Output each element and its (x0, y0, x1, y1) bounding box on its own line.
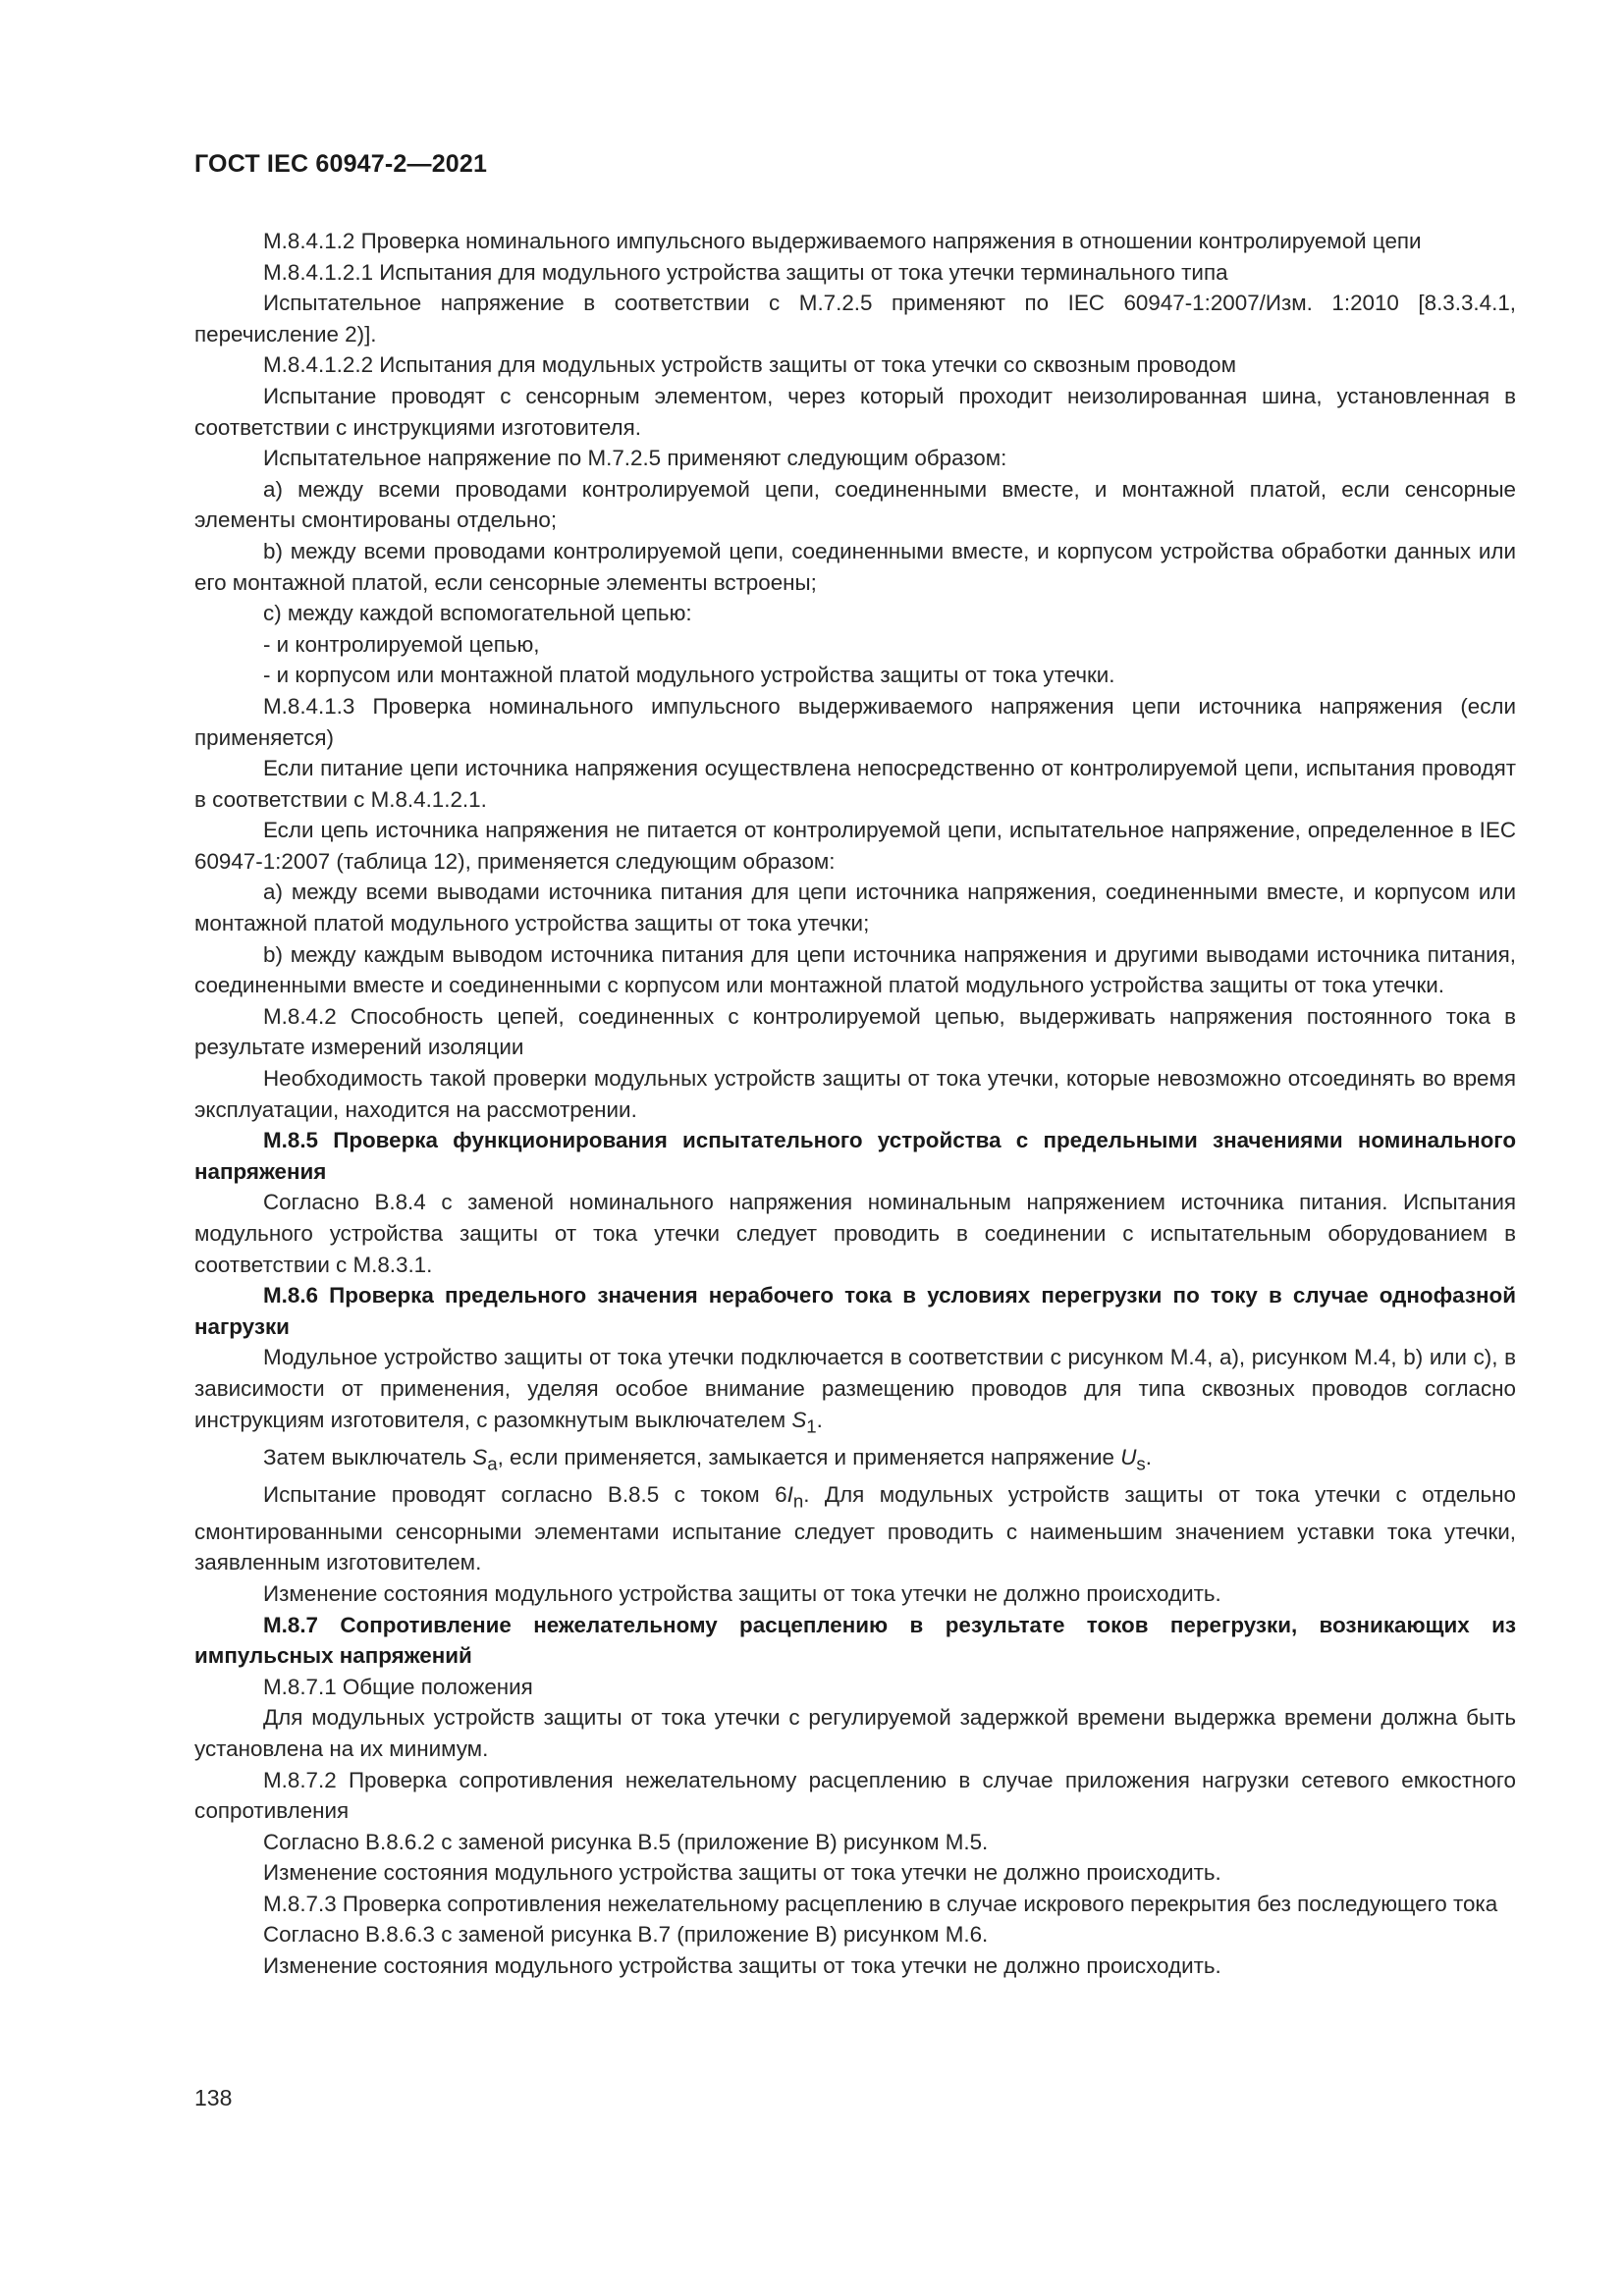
paragraph (194, 288, 1516, 349)
text-run: Изменение состояния модульного устройства защиты от тока утечки не должно происходить. (263, 1953, 1221, 1979)
text-run: . Для модульных устройств защиты от тока утечки с отдельно смонтированными сенсорными элементами испытание следует проводить с наименьшим значением уставки тока утечки, заявленным изготовителем. (194, 1481, 1516, 1575)
paragraph (194, 226, 1516, 257)
text-run: , если применяется, замыкается и применяется напряжение (497, 1444, 1121, 1469)
paragraph (194, 1672, 1516, 1703)
text-run: М.8.4.1.2.1 Испытания для модульного устройства защиты от тока утечки терминального типа (263, 259, 1228, 285)
paragraph (194, 598, 1516, 629)
paragraph (194, 1479, 1516, 1578)
text-run: - и корпусом или монтажной платой модульного устройства защиты от тока утечки. (263, 663, 1115, 688)
text-run: Затем выключатель (263, 1444, 473, 1469)
italic-symbol: I (786, 1481, 793, 1507)
text-run: Если питание цепи источника напряжения осуществлена непосредственно от контролируемой цепи, испытания проводят в соответствии с М.8.4.1.2.1. (194, 756, 1516, 812)
page-number: 138 (194, 2085, 233, 2110)
paragraph (194, 1702, 1516, 1764)
text-run: М.8.7.1 Общие положения (263, 1674, 533, 1699)
subscript: a (487, 1453, 498, 1474)
section-heading (194, 1280, 1516, 1342)
text-run: Испытание проводят согласно В.8.5 с током 6 (263, 1481, 787, 1507)
text-run: b) между каждым выводом источника питания для цепи источника напряжения и другими выводами источника питания, соединенными вместе и соединенными с корпусом или монтажной платой модульного устройства защиты от тока утечки. (194, 941, 1516, 998)
text-run: a) между всеми проводами контролируемой цепи, соединенными вместе, и монтажной платой, если сенсорные элементы смонтированы отдельно; (194, 476, 1516, 533)
section-heading (194, 1610, 1516, 1672)
italic-symbol: S (472, 1444, 488, 1469)
text-run: Испытательное напряжение в соответствии с М.7.2.5 применяют по IEC 60947-1:2007/Изм. 1:2010 [8.3.3.4.1, перечисление 2)]. (194, 291, 1516, 347)
text-run: М.8.4.1.3 Проверка номинального импульсного выдерживаемого напряжения цепи источника напряжения (если применяется) (194, 693, 1516, 750)
document-header: ГОСТ IEC 60947-2—2021 (194, 150, 488, 178)
paragraph (194, 815, 1516, 877)
text-run: М.8.4.1.2 Проверка номинального импульсного выдерживаемого напряжения в отношении контролируемой цепи (263, 229, 1422, 253)
text-run: Испытание проводят с сенсорным элементом, через который проходит неизолированная шина, установленная в соответствии с инструкциями изготовителя. (194, 383, 1516, 440)
paragraph (194, 1889, 1516, 1920)
text-run: c) между каждой вспомогательной цепью: (263, 601, 692, 626)
text-run: Согласно В.8.4 с заменой номинального напряжения номинальным напряжением источника питания. Испытания модульного устройства защиты от тока утечки следует проводить в соединении с испытательным оборудованием в соответствии с М.8.3.1. (194, 1190, 1516, 1277)
text-run: Согласно В.8.6.2 с заменой рисунка В.5 (приложение В) рисунком М.5. (263, 1829, 989, 1854)
paragraph (194, 753, 1516, 815)
text-run: М.8.7.3 Проверка сопротивления нежелательному расцеплению в случае искрового перекрытия без последующего тока (263, 1891, 1498, 1916)
paragraph (194, 1001, 1516, 1063)
paragraph (194, 1578, 1516, 1610)
paragraph (194, 1950, 1516, 1982)
paragraph (194, 1765, 1516, 1827)
text-run: Изменение состояния модульного устройства защиты от тока утечки не должно происходить. (263, 1860, 1221, 1886)
subscript: n (792, 1490, 804, 1512)
paragraph (194, 1063, 1516, 1125)
document-body (194, 226, 1516, 1982)
paragraph (194, 1342, 1516, 1441)
paragraph (194, 474, 1516, 536)
paragraph (194, 660, 1516, 691)
italic-symbol: S (791, 1407, 807, 1432)
italic-symbol: U (1120, 1444, 1137, 1469)
text-run: a) между всеми выводами источника питания для цепи источника напряжения, соединенными вместе, и корпусом или монтажной платой модульного устройства защиты от тока утечки; (194, 880, 1516, 936)
paragraph (194, 877, 1516, 938)
paragraph (194, 1187, 1516, 1280)
text-run: М.8.7.2 Проверка сопротивления нежелательному расцеплению в случае приложения нагрузки сетевого емкостного сопротивления (194, 1767, 1516, 1824)
text-run: - и контролируемой цепью, (263, 631, 540, 657)
paragraph (194, 536, 1516, 598)
subscript: 1 (806, 1415, 817, 1437)
subscript: s (1136, 1453, 1146, 1474)
text-run: М.8.4.1.2.2 Испытания для модульных устройств защиты от тока утечки со сквозным проводом (263, 352, 1237, 378)
text-run: М.8.7 Сопротивление нежелательному расцеплению в результате токов перегрузки, возникающих из импульсных напряжений (194, 1612, 1516, 1669)
paragraph (194, 1919, 1516, 1950)
paragraph (194, 629, 1516, 661)
paragraph (194, 1827, 1516, 1858)
text-run: Модульное устройство защиты от тока утечки подключается в соответствии с рисунком М.4, а), рисунком М.4, b) или c), в зависимости от применения, уделяя особое внимание размещению проводов для типа сквозных проводов согласно инструкциям изготовителя, с разомкнутым выключателем (194, 1345, 1516, 1432)
paragraph (194, 349, 1516, 381)
text-run: Согласно В.8.6.3 с заменой рисунка В.7 (приложение В) рисунком М.6. (263, 1922, 989, 1948)
text-run: Испытательное напряжение по М.7.2.5 применяют следующим образом: (263, 446, 1007, 471)
text-run: Если цепь источника напряжения не питается от контролируемой цепи, испытательное напряжение, определенное в IEC 60947-1:2007 (таблица 12), применяется следующим образом: (194, 818, 1516, 874)
paragraph (194, 1442, 1516, 1479)
paragraph (194, 381, 1516, 443)
paragraph (194, 443, 1516, 474)
paragraph (194, 257, 1516, 289)
paragraph (194, 1857, 1516, 1889)
text-run: Изменение состояния модульного устройства защиты от тока утечки не должно происходить. (263, 1580, 1221, 1606)
section-heading (194, 1125, 1516, 1187)
paragraph (194, 939, 1516, 1001)
text-run: Необходимость такой проверки модульных устройств защиты от тока утечки, которые невозможно отсоединять во время эксплуатации, находится на рассмотрении. (194, 1066, 1516, 1122)
text-run: . (816, 1407, 823, 1432)
text-run: b) между всеми проводами контролируемой цепи, соединенными вместе, и корпусом устройства обработки данных или его монтажной платой, если сенсорные элементы встроены; (194, 538, 1516, 595)
text-run: Для модульных устройств защиты от тока утечки с регулируемой задержкой времени выдержка времени должна быть установлена на их минимум. (194, 1705, 1516, 1761)
text-run: М.8.6 Проверка предельного значения нерабочего тока в условиях перегрузки по току в случае однофазной нагрузки (194, 1283, 1516, 1339)
text-run: М.8.5 Проверка функционирования испытательного устройства с предельными значениями номинального напряжения (194, 1128, 1516, 1184)
paragraph (194, 691, 1516, 753)
text-run: М.8.4.2 Способность цепей, соединенных с контролируемой цепью, выдерживать напряжения постоянного тока в результате измерений изоляции (194, 1003, 1516, 1060)
text-run: . (1145, 1444, 1152, 1469)
